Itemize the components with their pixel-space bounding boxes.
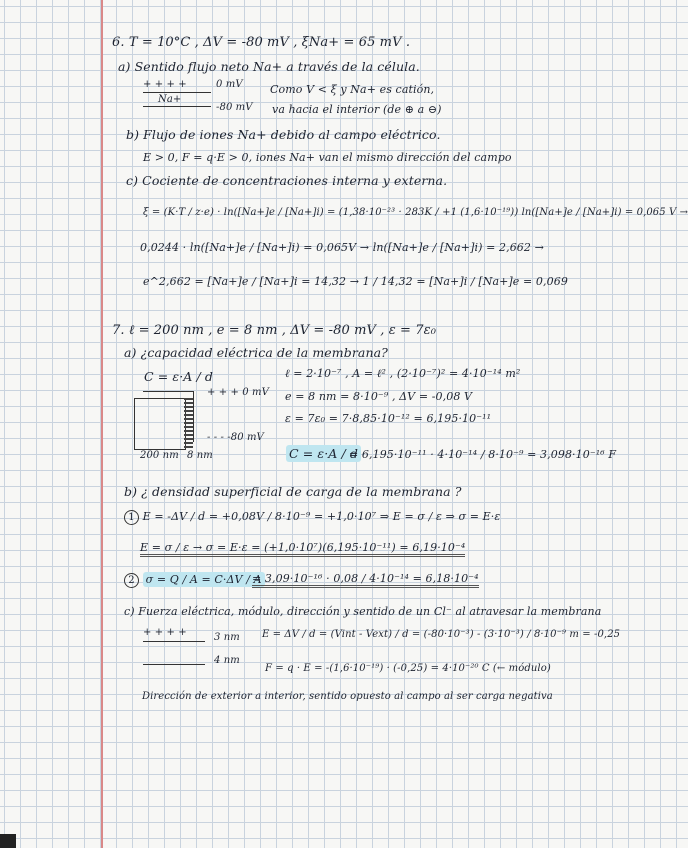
p7-b-step-1 [124,510,500,525]
step-1-marker: 1 [124,510,139,525]
p6-a-membrane-bottom [143,106,211,107]
p6-a-diag-bot-v: -80 mV [216,102,253,113]
membrane-cube-shading [184,398,193,448]
p7-b-step-2-result [252,573,479,584]
p7-b-step-2-result-text: = 3,09·10⁻¹⁶ · 0,08 / 4·10⁻¹⁴ = 6,18·10⁻⁴ [252,572,479,588]
page-corner-mark [0,834,16,848]
margin-line [101,0,103,848]
p6-a-membrane-top [143,92,211,93]
p7-c-conclusion: Dirección de exterior a interior, sentido opuesto al campo al ser carga negativa [142,691,553,702]
surface-charge-highlight: σ = Q / A = C·ΔV / A [143,572,265,587]
problem-6-header: 6. T = 10°C , ΔV = -80 mV , ξNa+ = 65 mV . [112,35,411,50]
p6-c-title: c) Cociente de concentraciones interna y externa. [126,173,448,188]
p7-c-eq-1: E = ΔV / d = (Vint - Vext) / d = (-80·10⁻³) - (3·10⁻³) / 8·10⁻⁹ m = -0,25 [262,629,621,640]
p7-c-diag-3nm: 3 nm [214,632,240,643]
p7-b-step-1b-text: E = σ / ε → σ = E·ε = (+1,0·10⁷)(6,195·10⁻¹¹) = 6,19·10⁻⁴ [140,541,465,557]
p6-b-text: E > 0, F = q·E > 0, iones Na+ van el mismo dirección del campo [143,151,512,164]
p6-a-text-1: Como V < ξ y Na+ es catión, [270,83,435,96]
p7-b-step-1b [140,542,465,553]
p6-a-diag-na: Na+ [158,94,182,105]
problem-7-header: 7. ℓ = 200 nm , e = 8 nm , ΔV = -80 mV , ε = 7ε₀ [112,323,437,338]
cube-dimension-length: 200 nm [140,450,179,461]
p7-b-title: b) ¿ densidad superficial de carga de la membrana ? [124,484,462,499]
cube-top-voltage: + + + 0 mV [207,387,269,398]
p6-b-title: b) Flujo de iones Na+ debido al campo eléctrico. [126,127,441,142]
p6-a-diag-top-v: 0 mV [216,79,243,90]
p7-b-step-1-text: E = -ΔV / d = +0,08V / 8·10⁻⁹ = +1,0·10⁷ ⇒ E = σ / ε ⇒ σ = E·ε [142,510,501,523]
p7-c-eq-2: F = q · E = -(1,6·10⁻¹⁹) · (-0,25) = 4·10⁻²⁰ C (← módulo) [265,663,551,674]
p6-a-diag-plus: + + + + [143,79,187,90]
p6-a-title: a) Sentido flujo neto Na+ a través de la célula. [118,59,420,74]
p7-c-membrane-bottom [143,664,205,665]
p7-c-diag-4nm: 4 nm [214,655,240,666]
p7-a-permittivity: ε = 7ε₀ = 7·8,85·10⁻¹² = 6,195·10⁻¹¹ [285,412,492,425]
p7-c-membrane-top [143,641,205,642]
p6-c-eq-3: e^2,662 = [Na+]e / [Na+]i = 14,32 → 1 / 14,32 = [Na+]i / [Na+]e = 0,069 [143,275,568,288]
p6-c-eq-2: 0,0244 · ln([Na+]e / [Na+]i) = 0,065V → ln([Na+]e / [Na+]i) = 2,662 → [140,241,544,254]
p7-a-title: a) ¿capacidad eléctrica de la membrana? [124,345,388,360]
p7-b-step-2 [124,573,265,588]
cube-dimension-thickness: 8 nm [187,450,213,461]
p6-a-text-2: va hacia el interior (de ⊕ a ⊖) [272,103,442,116]
p7-a-result: = 6,195·10⁻¹¹ · 4·10⁻¹⁴ / 8·10⁻⁹ = 3,098·10⁻¹⁶ F [349,448,617,461]
p7-a-thickness: e = 8 nm = 8·10⁻⁹ , ΔV = -0,08 V [285,390,473,403]
p6-c-eq-1: ξ = (K·T / z·e) · ln([Na+]e / [Na+]i) = (1,38·10⁻²³ · 283K / +1 (1,6·10⁻¹⁹)) ln([Na+]e / [Na+]i) = 0,065 V → [143,207,688,218]
p7-c-title: c) Fuerza eléctrica, módulo, dirección y sentido de un Cl⁻ al atravesar la membrana [124,605,602,618]
p7-c-diag-plus: + + + + [143,627,187,638]
capacitance-highlight: C = ε·A / d [286,445,361,462]
cube-bottom-voltage: - - - -80 mV [207,432,264,443]
p7-a-length: ℓ = 2·10⁻⁷ , A = ℓ² , (2·10⁻⁷)² = 4·10⁻¹⁴ m² [285,367,521,380]
p7-a-formula: C = ε·A / d [144,369,213,384]
step-2-marker: 2 [124,573,139,588]
